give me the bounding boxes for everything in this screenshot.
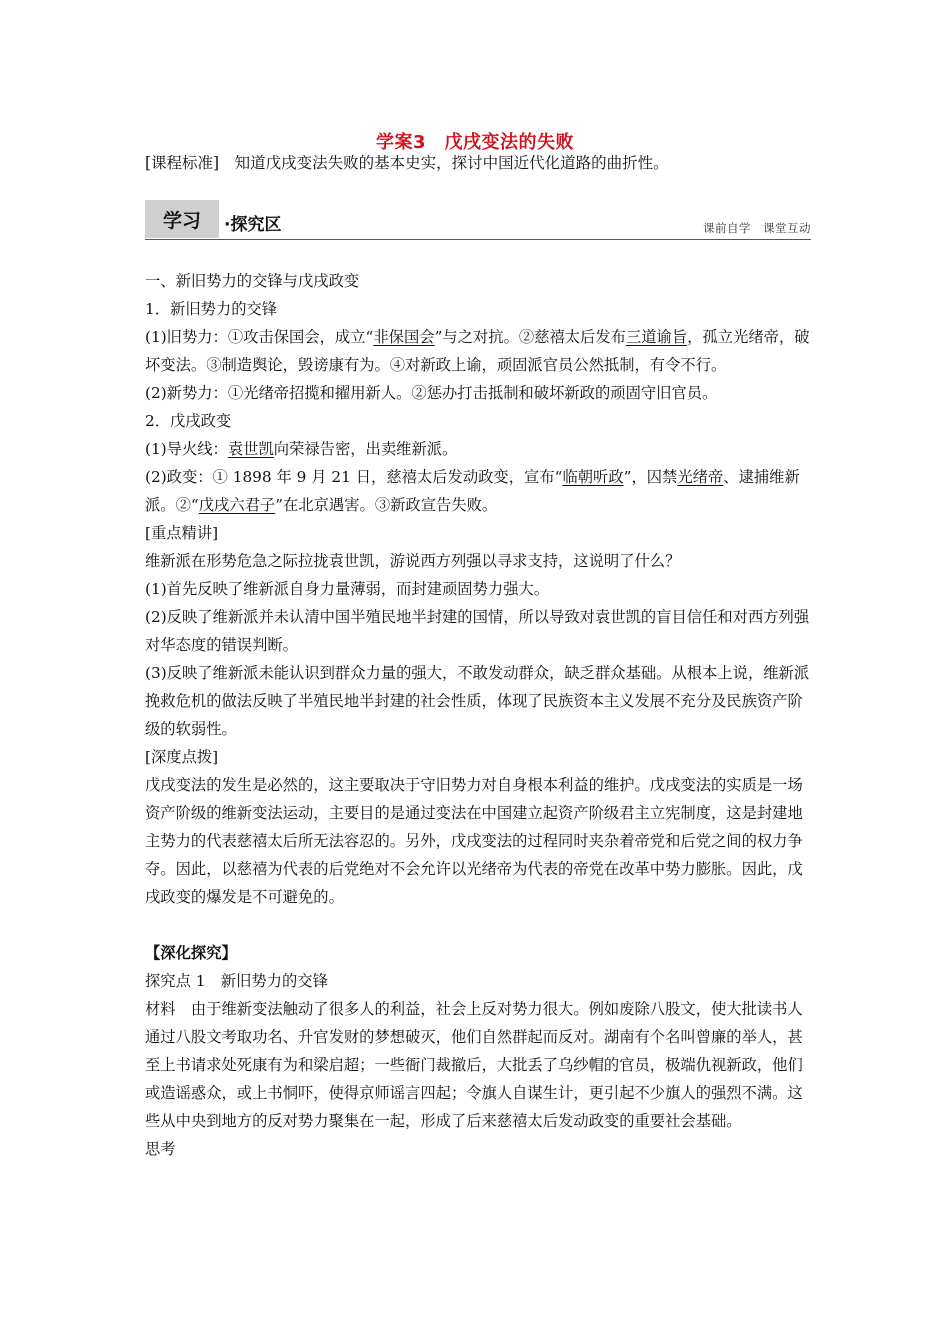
blank-answer: 三道谕旨 <box>625 328 688 346</box>
fuse-paragraph: (1)导火线：袁世凯向荣禄告密，出卖维新派。 <box>145 440 458 458</box>
key-point-2: (2)反映了维新派并未认清中国半殖民地半封建的国情，所以导致对袁世凯的盲目信任和对西方列强对华态度的错误判断。 <box>145 608 810 654</box>
key-question: 维新派在形势危急之际拉拢袁世凯，游说西方列强以寻求支持，这说明了什么？ <box>145 552 681 570</box>
banner-sublabel: ·探究区 <box>224 215 282 235</box>
old-forces-paragraph: (1)旧势力：①攻击保国会，成立“非保国会”与之对抗。②慈禧太后发布三道谕旨，孤立光绪帝，破坏变法。③制造舆论，毁谤康有为。④对新政上谕，顽固派官员公然抵制，有令不行。 <box>145 328 810 374</box>
key-points-label: [重点精讲] <box>145 524 219 542</box>
blank-answer: 袁世凯 <box>227 440 274 458</box>
blank-answer: 非保国会 <box>373 328 435 346</box>
deep-insight-text: 戊戌变法的发生是必然的，这主要取决于守旧势力对自身根本利益的维护。戊戌变法的实质是一场资产阶级的维新变法运动，主要目的是通过变法在中国建立起资产阶级君主立宪制度，这是封建地主势力的代表慈禧太后所无法容忍的。另外，戊戌变法的过程同时夹杂着帝党和后党之间的权力争夺。因此，以慈禧为代表的后党绝对不会允许以光绪帝为代表的帝党在改革中势力膨胀。因此，戊戌政变的爆发是不可避免的。 <box>145 776 803 906</box>
main-content <box>145 267 815 1163</box>
blank-answer: 戊戌六君子 <box>198 496 276 514</box>
subheading-2: 2．戊戌政变 <box>145 412 232 430</box>
banner-tags: 课前自学 课堂互动 <box>703 221 811 235</box>
coup-paragraph: (2)政变：① 1898 年 9 月 21 日，慈禧太后发动政变，宣布“临朝听政”，囚禁光绪帝、逮捕维新派。②“戊戌六君子”在北京遇害。③新政宣告失败。 <box>145 468 800 514</box>
think-label: 思考 <box>145 1140 176 1158</box>
subheading-1: 1．新旧势力的交锋 <box>145 300 278 318</box>
blank-answer: 光绪帝 <box>677 468 724 486</box>
section-banner <box>145 200 811 240</box>
page-title: 学案3 戊戌变法的失败 <box>375 132 575 153</box>
banner-divider <box>145 239 811 240</box>
section-heading: 一、新旧势力的交锋与戊戌政变 <box>145 272 360 290</box>
key-point-1: (1)首先反映了维新派自身力量薄弱，而封建顽固势力强大。 <box>145 580 550 598</box>
material-text: 材料 由于维新变法触动了很多人的利益，社会上反对势力很大。例如废除八股文，使大批读书人通过八股文考取功名、升官发财的梦想破灭，他们自然群起而反对。湖南有个名叫曾廉的举人，甚至上书请求处死康有为和梁启超；一些衙门裁撤后，大批丢了乌纱帽的官员，极端仇视新政，他们或造谣惑众，或上书恫吓，使得京师谣言四起；令旗人自谋生计，更引起不少旗人的强烈不满。这些从中央到地方的反对势力聚集在一起，形成了后来慈禧太后发动政变的重要社会基础。 <box>145 1000 803 1130</box>
key-point-3: (3)反映了维新派未能认识到群众力量的强大，不敢发动群众，缺乏群众基础。从根本上说，维新派挽救危机的做法反映了半殖民地半封建的社会性质，体现了民族资本主义发展不充分及民族资产阶级的软弱性。 <box>145 664 810 738</box>
course-standard: [课程标准] 知道戊戌变法失败的基本史实，探讨中国近代化道路的曲折性。 <box>145 154 669 172</box>
explore-point: 探究点 1 新旧势力的交锋 <box>145 972 328 990</box>
explore-label: 【深化探究】 <box>145 944 237 962</box>
blank-answer: 临朝听政 <box>562 468 624 486</box>
new-forces-paragraph: (2)新势力：①光绪帝招揽和擢用新人。②惩办打击抵制和破坏新政的顽固守旧官员。 <box>145 384 718 402</box>
deep-insight-label: [深度点拨] <box>145 748 219 766</box>
banner-label: 学习 <box>145 200 219 238</box>
